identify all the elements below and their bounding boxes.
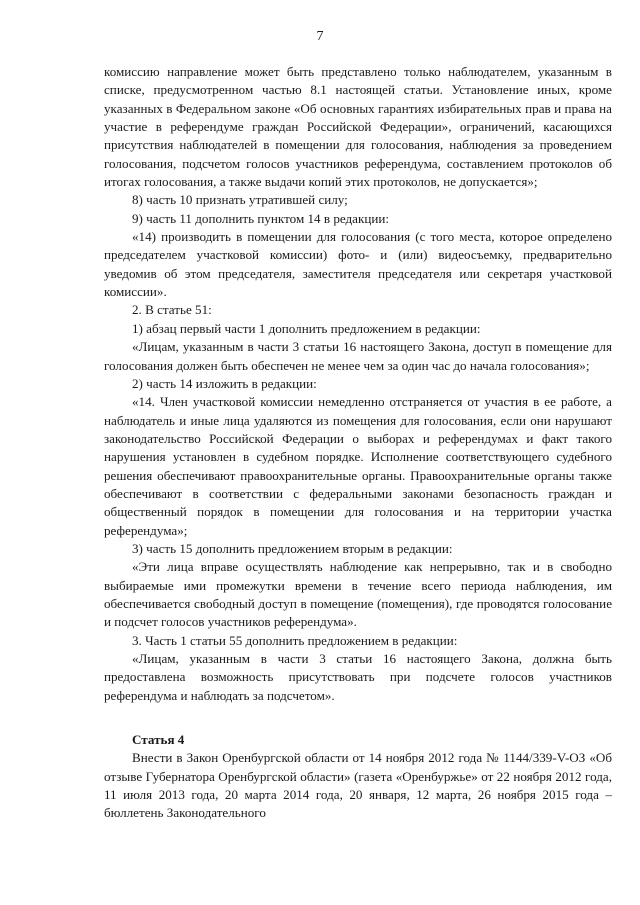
paragraph-continuation: комиссию направление может быть представлено только наблюдателем, указанным в списке, предусмотренном частью 8.1 настоящей статьи. Установление иных, кроме указанных в Федеральном законе «Об основных гарантиях избирательных прав и права на участие в референдуме граждан Российской Федерации», ограничений, касающихся присутствия наблюдателей в помещении для голосования, наблюдения за проведением голосования, подсчетом голосов участников референдума, составлением протоколов об итогах голосования, а также выдачи копий этих протоколов, не допускается»; — [104, 64, 612, 190]
paragraph-section-3: 3. Часть 1 статьи 55 дополнить предложением в редакции: — [132, 632, 458, 648]
paragraph-subitem-1: 1) абзац первый части 1 дополнить предложением в редакции: — [132, 320, 481, 336]
paragraph-quote-access: «Лицам, указанным в части 3 статьи 16 настоящего Закона, доступ в помещение для голосования должен быть обеспечен не менее чем за один час до начала голосования»; — [104, 339, 612, 373]
paragraph-item-9: 9) часть 11 дополнить пунктом 14 в редакции: — [132, 210, 390, 226]
paragraph-quote-counting: «Лицам, указанным в части 3 статьи 16 настоящего Закона, должна быть предоставлена возможность присутствовать при подсчете голосов участников референдума и наблюдать за подсчетом». — [104, 651, 612, 703]
article-paragraph: Внести в Закон Оренбургской области от 14 ноября 2012 года № 1144/339-V-ОЗ «Об отзыве Губернатора Оренбургской области» (газета «Оренбуржье» от 22 ноября 2012 года, 11 июля 2013 года, 20 марта 2014 года, 20 января, 12 марта, 26 ноября 2015 года – бюллетень Законодательного — [104, 750, 612, 821]
paragraph-quote-part-14: «14. Член участковой комиссии немедленно отстраняется от участия в ее работе, а наблюдатель и иные лица удаляются из помещения для голосования, если они нарушают законодательство Российской Федерации о выборах и референдумах и факт такого нарушения установлен в судебном порядке. Исполнение соответствующего судебного решения обеспечивают правоохранительные органы. Правоохранительные органы также обеспечивают в соответствии с федеральными законами безопасность граждан и общественный порядок в помещении для голосования и на территории участка референдума»; — [104, 394, 612, 538]
paragraph-section-2: 2. В статье 51: — [132, 302, 212, 318]
paragraph-subitem-2: 2) часть 14 изложить в редакции: — [132, 375, 317, 391]
paragraph-quote-observation: «Эти лица вправе осуществлять наблюдение как непрерывно, так и в свободно выбираемые ими промежутки времени в течение всего периода наблюдения, им обеспечивается свободный доступ в помещение (помещения), где проводятся голосование и подсчет голосов участников референдума». — [104, 559, 612, 630]
article-heading: Статья 4 — [132, 732, 185, 748]
paragraph-quote-14: «14) производить в помещении для голосования (с того места, которое определено председателем участковой комиссии) фото- и (или) видеосъемку, предварительно уведомив об этом председателя, заместителя председателя или секретаря участковой комиссии». — [104, 229, 612, 300]
paragraph-subitem-3: 3) часть 15 дополнить предложением вторым в редакции: — [132, 540, 453, 556]
document-body — [104, 63, 612, 823]
paragraph-item-8: 8) часть 10 признать утратившей силу; — [132, 192, 348, 208]
page-number: 7 — [316, 29, 324, 44]
